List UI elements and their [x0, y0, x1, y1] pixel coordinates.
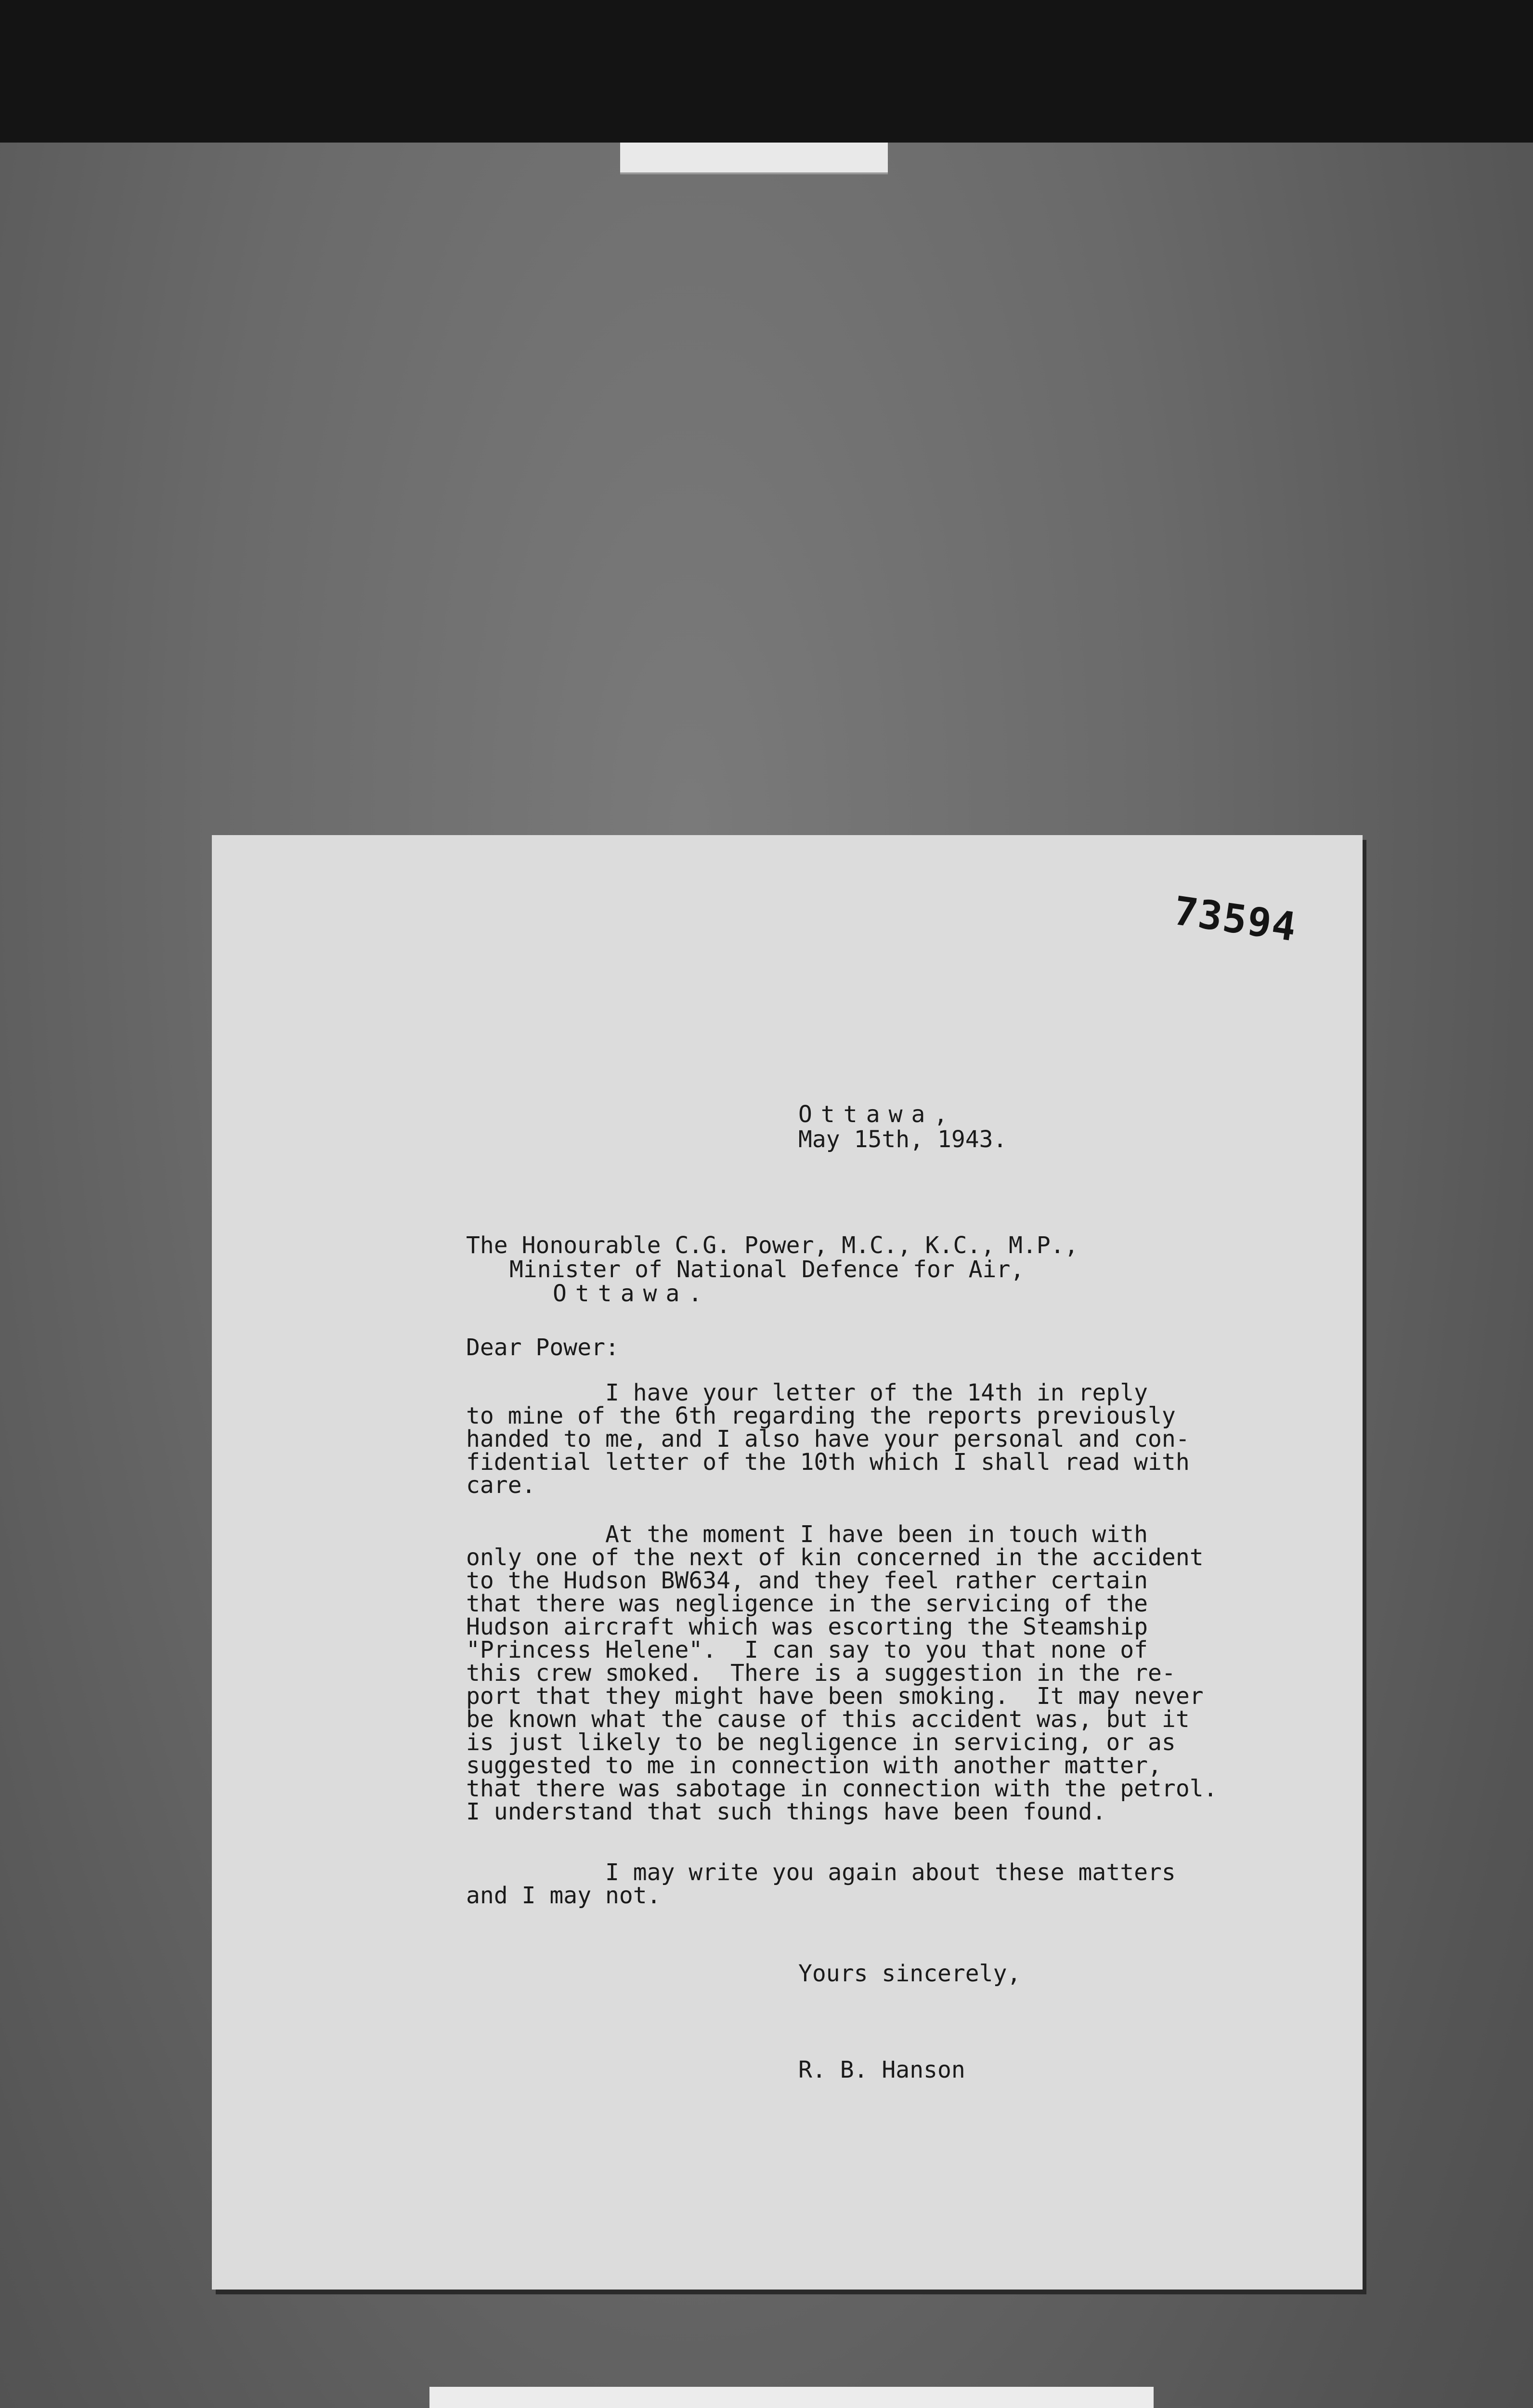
letter-page — [212, 835, 1363, 2290]
letter-place: Ottawa, — [798, 1101, 957, 1128]
letter-date: May 15th, 1943. — [798, 1126, 1007, 1153]
letter-paragraph-3: I may write you again about these matters and I may not. — [466, 1859, 1176, 1909]
salutation: Dear Power: — [466, 1334, 619, 1361]
recipient-name: The Honourable C.G. Power, M.C., K.C., M.P., — [466, 1232, 1078, 1259]
letter-signature: R. B. Hanson — [798, 2056, 965, 2083]
tape-strip-left — [372, 2403, 429, 2408]
recipient-city: Ottawa. — [553, 1280, 711, 1307]
recipient-title: Minister of National Defence for Air, — [509, 1256, 1025, 1283]
document-number: 73594 — [1170, 888, 1300, 951]
tape-strip-right — [1154, 2406, 1202, 2408]
letter-paragraph-1: I have your letter of the 14th in reply to mine of the 6th regarding the reports previously handed to me, and I also have your personal and con- fidential letter of the 10th which I shall read with care. — [466, 1379, 1190, 1499]
letter-paragraph-2: At the moment I have been in touch with only one of the next of kin concerned in the accident to the Hudson BW634, and they feel rather certain that there was negligence in the servicing of the Hudson aircraft which was escorting the Steamship "Princess Helene". I can say to you that none of this crew smoked. There is a suggestion in the re- port that they might have been smoking. It may never be known what the cause of this accident was, but it is just likely to be negligence in servicing, or as suggested to me in connection with another matter, that there was sabotage in connection with the petrol. I understand that such things have been found. — [466, 1521, 1218, 1825]
volume-label — [429, 2387, 1154, 2408]
mount-tab — [620, 143, 888, 174]
letter-closing: Yours sincerely, — [798, 1960, 1021, 1987]
